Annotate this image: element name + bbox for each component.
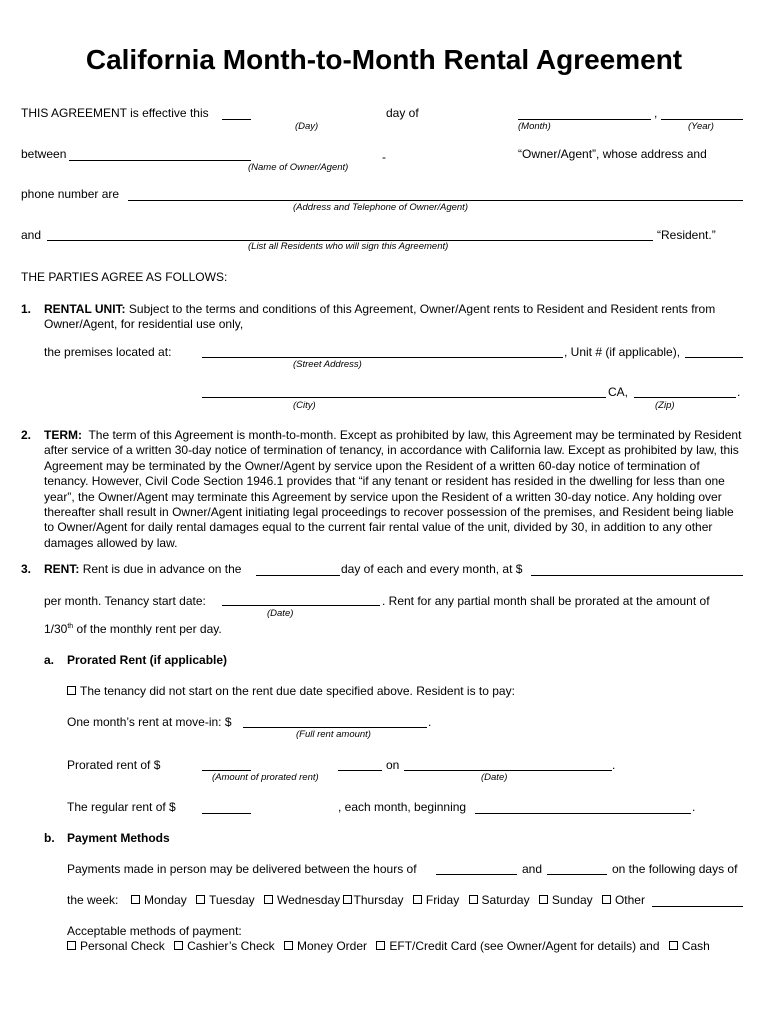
prorated-amount-field[interactable] (202, 770, 251, 771)
payment-methods-row (67, 939, 716, 953)
day-caption: (Day) (295, 121, 319, 132)
checkbox-icon[interactable] (264, 895, 273, 904)
period: . (737, 385, 741, 399)
phone-label: phone number are (21, 187, 120, 201)
day-option-thursday[interactable] (343, 893, 403, 907)
subsection-b-number: b. (44, 831, 55, 845)
method-label: Personal Check (80, 939, 165, 953)
each-month-label: day of each and every month, at $ (341, 562, 523, 576)
fraction-line (44, 622, 222, 636)
prorated-of-label: Prorated rent of $ (67, 758, 161, 772)
dash: - (382, 150, 386, 164)
day-label: Monday (144, 893, 187, 907)
period: . (612, 758, 616, 772)
unit-label: , Unit # (if applicable), (564, 345, 681, 359)
rent-due-day-field[interactable] (256, 575, 340, 576)
year-caption: (Year) (688, 121, 714, 132)
period: . (428, 715, 432, 729)
tenancy-not-start-row (67, 684, 515, 698)
full-rent-field[interactable] (243, 727, 427, 728)
rental-unit-text: Subject to the terms and conditions of this Agreement, Owner/Agent rents to Resident and Resident rents from Owner/Agent, for residential use only, (44, 302, 716, 332)
city-caption: (City) (293, 400, 316, 411)
day-of-label: day of (386, 106, 419, 120)
tenancy-not-start-label: The tenancy did not start on the rent due date specified above. Resident is to pay: (80, 684, 515, 698)
day-field[interactable] (222, 119, 251, 120)
owner-name-caption: (Name of Owner/Agent) (248, 162, 349, 173)
tenancy-not-start-checkbox[interactable] (67, 686, 76, 695)
acceptable-methods-label: Acceptable methods of payment: (67, 924, 242, 938)
day-option-sunday[interactable] (539, 893, 593, 907)
hours-and-label: and (522, 862, 543, 876)
effective-label: THIS AGREEMENT is effective this (21, 106, 209, 120)
parties-heading: THE PARTIES AGREE AS FOLLOWS: (21, 270, 228, 284)
method-money-order[interactable] (284, 939, 367, 953)
checkbox-icon[interactable] (469, 895, 478, 904)
checkbox-icon[interactable] (376, 941, 385, 950)
section-3-number: 3. (21, 562, 32, 576)
rent-amount-field[interactable] (531, 575, 743, 576)
day-option-saturday[interactable] (469, 893, 530, 907)
day-label: Tuesday (209, 893, 255, 907)
between-label: between (21, 147, 67, 161)
regular-of-label: The regular rent of $ (67, 800, 176, 814)
checkbox-icon[interactable] (413, 895, 422, 904)
method-label: Cash (681, 939, 710, 953)
year-field[interactable] (661, 119, 743, 120)
regular-begin-date-field[interactable] (475, 813, 691, 814)
per-month-label: per month. Tenancy start date: (44, 594, 206, 608)
start-date-field[interactable] (222, 605, 380, 606)
month-caption: (Month) (518, 121, 551, 132)
prorated-date-caption: (Date) (481, 772, 508, 783)
checkbox-icon[interactable] (284, 941, 293, 950)
prorated-rent-heading: Prorated Rent (if applicable) (67, 653, 228, 667)
checkbox-icon[interactable] (343, 895, 352, 904)
rental-unit-paragraph (44, 302, 744, 333)
street-caption: (Street Address) (293, 359, 362, 370)
day-label: Sunday (551, 893, 593, 907)
period: . (692, 800, 696, 814)
address-phone-field[interactable] (128, 200, 743, 201)
checkbox-icon[interactable] (174, 941, 183, 950)
prorated-extra-field[interactable] (338, 770, 382, 771)
owner-agent-label: “Owner/Agent”, whose address and (518, 147, 707, 161)
day-option-friday[interactable] (413, 893, 459, 907)
checkbox-icon[interactable] (602, 895, 611, 904)
document-title: California Month-to-Month Rental Agreement (85, 44, 683, 75)
term-heading: TERM: (44, 428, 82, 442)
other-day-field[interactable] (652, 906, 743, 907)
day-option-monday[interactable] (131, 893, 187, 907)
day-label: Thursday (353, 893, 404, 907)
day-label: Friday (425, 893, 460, 907)
section-2-number: 2. (21, 428, 32, 442)
full-rent-caption: (Full rent amount) (296, 729, 371, 740)
day-option-wednesday[interactable] (264, 893, 340, 907)
city-field[interactable] (202, 397, 606, 398)
fraction-sup: th (67, 623, 74, 630)
section-1-number: 1. (21, 302, 32, 316)
partial-month-label: . Rent for any partial month shall be prorated at the amount of (382, 594, 710, 608)
month-field[interactable] (518, 119, 651, 120)
comma: , (654, 106, 658, 120)
method-eft-credit[interactable] (376, 939, 659, 953)
rent-heading: RENT: (44, 562, 80, 576)
checkbox-icon[interactable] (131, 895, 140, 904)
prorated-date-field[interactable] (404, 770, 612, 771)
method-personal-check[interactable] (67, 939, 165, 953)
start-date-caption: (Date) (267, 608, 294, 619)
day-option-tuesday[interactable] (196, 893, 255, 907)
hours-from-field[interactable] (436, 874, 517, 875)
rent-due-label: Rent is due in advance on the (82, 562, 242, 576)
term-text: The term of this Agreement is month-to-month. Except as prohibited by law, this Agreement may be terminated by Resident after service of a written 30-day notice of termination of tenancy, in accordance with California law. Except as prohibited by law, this Agreement may be terminated by the Owner/Agent by service upon the Resident of a written 60-day notice of termination of tenancy. However, Civil Code Section 1946.1 provides that “if any tenant or resident has resided in the dwelling for less than one year”, the Owner/Agent may terminate this Agreement by service upon the Resident of a written 30-day notice. Any holding over thereafter shall result in Owner/Agent initiating legal proceedings to recover possession of the premises, and Resident being liable to Owner/Agent for daily rental damages equal to the current fair rental value of the unit, divided by 30, in addition to any other damages allowed by law. (44, 428, 742, 550)
street-address-field[interactable] (202, 357, 563, 358)
days-checkbox-row (131, 893, 651, 907)
method-label: Cashier’s Check (187, 939, 275, 953)
checkbox-icon[interactable] (196, 895, 205, 904)
unit-number-field[interactable] (685, 357, 743, 358)
week-label: the week: (67, 893, 119, 907)
checkbox-icon[interactable] (669, 941, 678, 950)
subsection-a-number: a. (44, 653, 55, 667)
hours-label: Payments made in person may be delivered between the hours of (67, 862, 417, 876)
ca-label: CA, (608, 385, 629, 399)
method-cashiers-check[interactable] (174, 939, 275, 953)
rental-unit-heading: RENTAL UNIT: (44, 302, 126, 316)
hours-post-label: on the following days of (612, 862, 738, 876)
prorated-caption: (Amount of prorated rent) (212, 772, 319, 783)
checkbox-icon[interactable] (539, 895, 548, 904)
resident-label: “Resident.” (657, 228, 716, 242)
method-cash[interactable] (669, 939, 710, 953)
rent-intro (44, 562, 241, 576)
method-label: EFT/Credit Card (see Owner/Agent for details) and (389, 939, 660, 953)
payment-methods-heading: Payment Methods (67, 831, 170, 845)
residents-caption: (List all Residents who will sign this Agreement) (248, 241, 449, 252)
owner-name-field[interactable] (69, 160, 251, 161)
day-label: Wednesday (276, 893, 341, 907)
day-option-other[interactable] (602, 893, 645, 907)
fraction-post: of the monthly rent per day. (73, 622, 222, 636)
fraction-pre: 1/30 (44, 622, 68, 636)
checkbox-icon[interactable] (67, 941, 76, 950)
zip-field[interactable] (634, 397, 736, 398)
day-label: Other (614, 893, 645, 907)
regular-amount-field[interactable] (202, 813, 251, 814)
hours-to-field[interactable] (547, 874, 607, 875)
one-month-label: One month’s rent at move-in: $ (67, 715, 232, 729)
method-label: Money Order (297, 939, 368, 953)
each-beginning-label: , each month, beginning (338, 800, 467, 814)
and-label: and (21, 228, 42, 242)
term-paragraph (44, 428, 744, 551)
zip-caption: (Zip) (655, 400, 675, 411)
day-label: Saturday (481, 893, 530, 907)
premises-label: the premises located at: (44, 345, 172, 359)
address-caption: (Address and Telephone of Owner/Agent) (293, 202, 468, 213)
on-label: on (386, 758, 400, 772)
